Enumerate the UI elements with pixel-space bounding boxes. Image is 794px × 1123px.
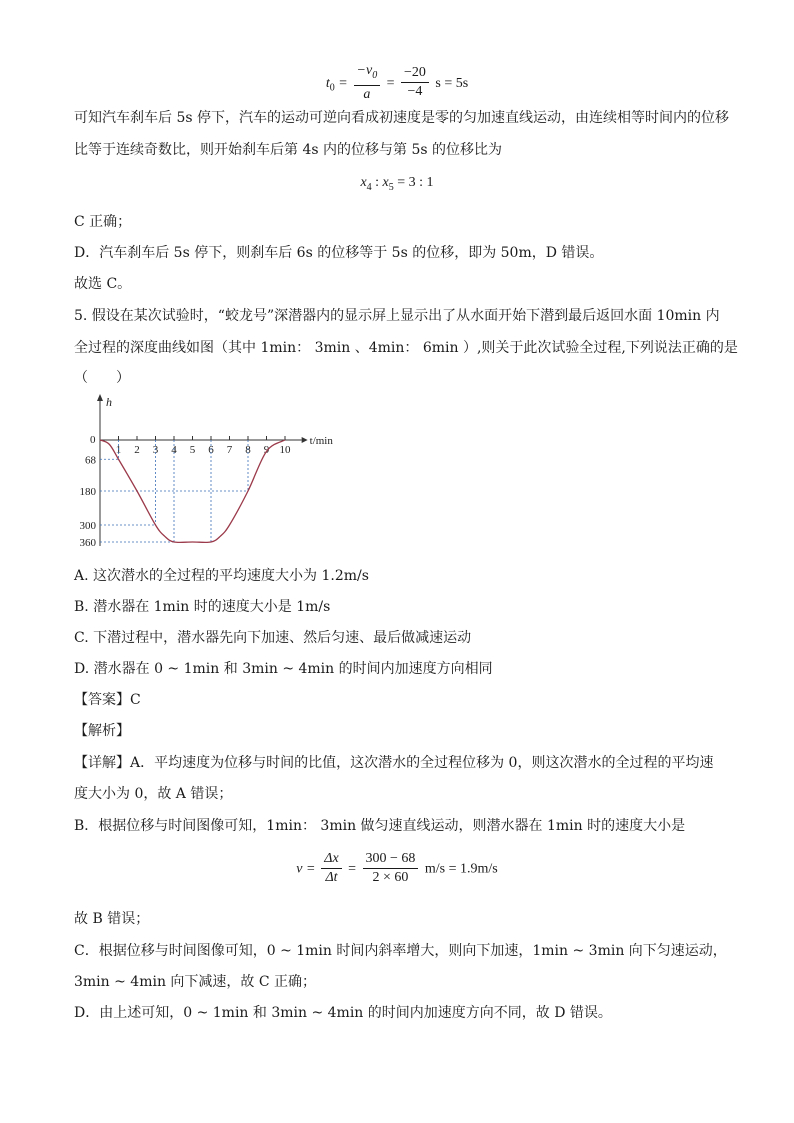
detail-line1-text: A．平均速度为位移与时间的比值，这次潜水的全过程位移为 0，则这次潜水的全过程的平均速: [130, 755, 714, 771]
formula-v-f2-num: 300 − 68: [363, 850, 419, 869]
question-5-line2: 全过程的深度曲线如图（其中 1min： 3min 、4min： 6min ）,则关于此次试验全过程,下列说法正确的是: [74, 340, 738, 356]
y-axis-label: h: [106, 395, 112, 409]
formula-t0-eq1: =: [339, 75, 348, 91]
d-statement-line: D．汽车刹车后 5s 停下，则刹车后 6s 的位移等于 5s 的位移，即为 50m，D 错误。: [74, 245, 604, 261]
d-detail-line: D．由上述可知，0 ~ 1min 和 3min ~ 4min 的时间内加速度方向不同，故 D 错误。: [74, 1005, 612, 1021]
formula-v-lhs: v: [296, 861, 303, 877]
detail-bracket: 【详解】: [74, 755, 130, 771]
detail-b-line: B．根据位移与时间图像可知，1min： 3min 做匀速直线运动，则潜水器在 1min 时的速度大小是: [74, 818, 686, 834]
y-tick-label: 360: [79, 537, 96, 549]
x-tick-label: 3: [152, 444, 159, 456]
detail-line2: 度大小为 0，故 A 错误；: [74, 786, 233, 802]
formula-ratio-colon: :: [371, 175, 383, 190]
para1-line2: 比等于连续奇数比，则开始刹车后第 4s 内的位移与第 5s 的位移比为: [74, 142, 502, 158]
formula-ratio-x5: x: [382, 175, 389, 190]
x-tick-label: 10: [279, 444, 291, 456]
x-tick-label: 4: [171, 444, 177, 456]
x-tick-label: 7: [226, 444, 233, 456]
answer-value: C: [130, 692, 141, 708]
x-tick-label: 6: [208, 444, 214, 456]
formula-v-f1-den: Δt: [325, 870, 338, 885]
y-tick-label: 68: [85, 454, 96, 467]
x-tick-label: 9: [263, 444, 270, 456]
analysis-bracket: 【解析】: [74, 723, 130, 739]
formula-t0-f1-num: −v: [356, 63, 373, 78]
formula-t0-fraction-1: [354, 62, 381, 104]
formula-t0-rhs: s = 5s: [435, 75, 469, 91]
x-tick-label: 8: [245, 444, 251, 456]
x-tick-label: 2: [134, 444, 140, 456]
c-detail-line2: 3min ~ 4min 向下减速，故 C 正确；: [74, 974, 317, 990]
option-c: C. 下潜过程中，潜水器先向下加速、然后匀速、最后做减速运动: [74, 630, 472, 646]
choose-c-line: 故选 C。: [74, 276, 132, 292]
formula-ratio-rhs: = 3 : 1: [393, 175, 434, 190]
c-correct-line: C 正确；: [74, 214, 132, 230]
formula-t0-f2-den: −4: [407, 84, 423, 100]
formula-ratio-sub5: 5: [388, 181, 394, 193]
formula-v-rhs: m/s = 1.9m/s: [424, 861, 498, 877]
x-tick-label: 5: [189, 444, 196, 456]
formula-t0-f1-num-sub: 0: [372, 69, 378, 81]
formula-v-fraction-2: [363, 850, 419, 887]
formula-v-fraction-1: [321, 850, 341, 887]
answer-line: [74, 690, 141, 710]
x-axis-label: t/min: [309, 435, 333, 447]
y-axis-arrow: [97, 394, 103, 401]
c-detail-line1: C．根据位移与时间图像可知，0 ~ 1min 时间内斜率增大，则向下加速，1min ~ 3min 向下匀速运动，: [74, 943, 727, 959]
para1-line1: 可知汽车刹车后 5s 停下，汽车的运动可逆向看成初速度是零的匀加速直线运动，由连续相等时间内的位移: [74, 110, 729, 126]
depth-time-graph: [74, 392, 344, 554]
analysis-line: [74, 721, 130, 741]
option-a: A. 这次潜水的全过程的平均速度大小为 1.2m/s: [74, 568, 369, 584]
option-b: B. 潜水器在 1min 时的速度大小是 1m/s: [74, 599, 331, 615]
detail-line1: [74, 753, 713, 773]
question-5-line3: （ ）: [74, 370, 130, 386]
formula-v-eq1: =: [306, 861, 315, 877]
x-tick-label: 1: [115, 444, 122, 456]
question-5-line1: 5. 假设在某次试验时，“蛟龙号”深潜器内的显示屏上显示出了从水面开始下潜到最后返回水面 10min 内: [74, 308, 720, 324]
y-tick-label: 300: [79, 520, 96, 532]
answer-bracket: 【答案】: [74, 692, 130, 708]
origin-label: 0: [90, 434, 96, 446]
formula-v-eq2: =: [348, 861, 357, 877]
formula-v-f2-den: 2 × 60: [372, 870, 409, 885]
formula-t0: [0, 62, 794, 104]
formula-t0-lhs: t: [325, 75, 330, 91]
formula-t0-fraction-2: [401, 64, 429, 101]
formula-t0-lhs-sub: 0: [329, 82, 335, 94]
formula-ratio-x4: x: [360, 175, 367, 190]
b-wrong-line: 故 B 错误；: [74, 911, 150, 927]
formula-t0-f2-num: −20: [401, 64, 429, 83]
formula-v: [0, 850, 794, 887]
formula-v-f1-num: Δx: [321, 850, 341, 869]
y-tick-label: 180: [79, 486, 96, 498]
formula-ratio-sub4: 4: [366, 181, 372, 193]
option-d: D. 潜水器在 0 ~ 1min 和 3min ~ 4min 的时间内加速度方向相同: [74, 661, 493, 677]
x-axis-arrow: [302, 437, 308, 443]
formula-t0-eq2: =: [386, 75, 395, 91]
formula-ratio: [0, 174, 794, 193]
formula-t0-f1-den: a: [363, 86, 371, 102]
